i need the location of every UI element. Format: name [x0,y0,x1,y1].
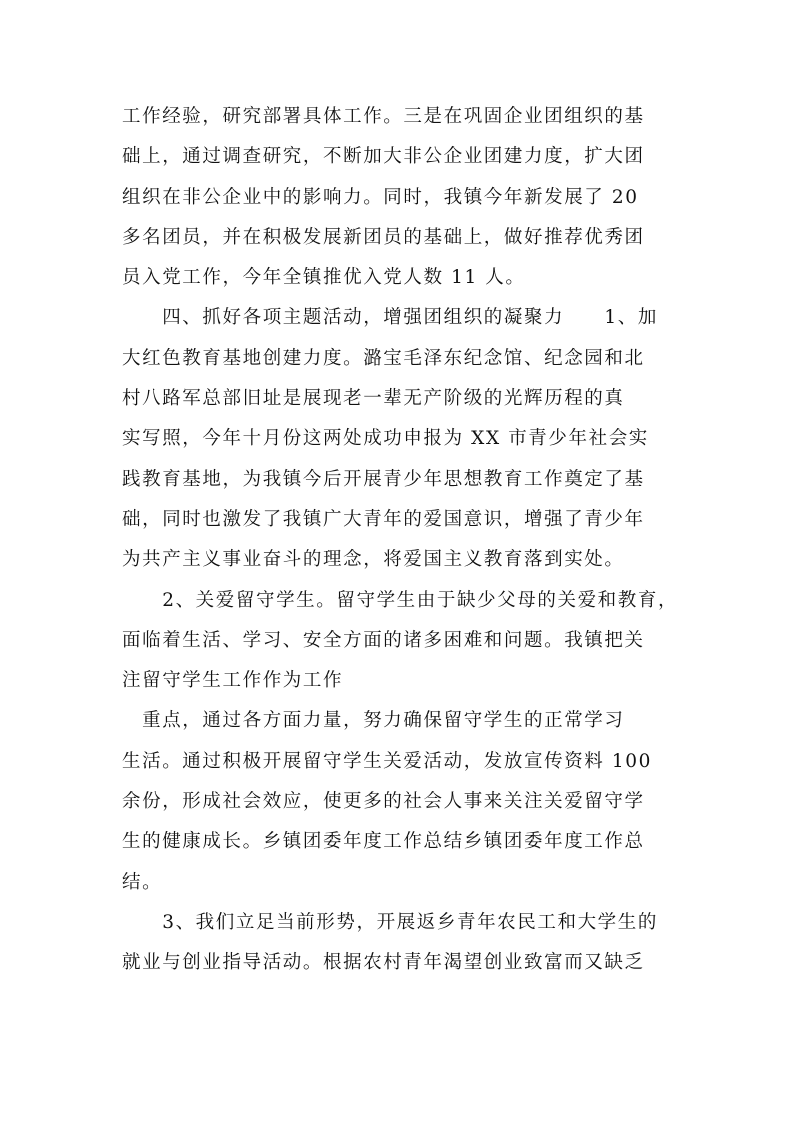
text-line: 践教育基地，为我镇今后开展青少年思想教育工作奠定了基 [122,468,645,490]
text-line: 组织在非公企业中的影响力。同时，我镇今年新发展了 20 [122,186,639,208]
text-line: 为共产主义事业奋斗的理念，将爱国主义教育落到实处。 [122,549,625,571]
text-line: 多名团员，并在积极发展新团员的基础上，做好推荐优秀团 [122,226,645,248]
text-line: 村八路军总部旧址是展现老一辈无产阶级的光辉历程的真 [122,388,625,410]
body-text [122,97,678,984]
text-line: 结。 [122,871,163,893]
text-line: 2、关爱留守学生。留守学生由于缺少父母的关爱和教育， [122,589,678,611]
text-line: 础上，通过调查研究，不断加大非公企业团建力度，扩大团 [122,146,645,168]
text-line: 重点，通过各方面力量，努力确保留守学生的正常学习 [122,710,625,732]
text-line: 3、我们立足当前形势，开展返乡青年农民工和大学生的 [122,911,658,933]
text-line: 生的健康成长。乡镇团委年度工作总结乡镇团委年度工作总 [122,831,645,853]
text-line: 实写照，今年十月份这两处成功申报为 XX 市青少年社会实 [122,428,649,450]
text-line: 员入党工作，今年全镇推优入党人数 11 人。 [122,267,526,289]
section-heading-line: 四、抓好各项主题活动，增强团组织的凝聚力 1、加 [122,307,658,329]
text-line: 就业与创业指导活动。根据农村青年渴望创业致富而又缺乏 [122,952,645,974]
text-line: 面临着生活、学习、安全方面的诸多困难和问题。我镇把关 [122,629,645,651]
text-line: 础，同时也激发了我镇广大青年的爱国意识，增强了青少年 [122,508,645,530]
text-line: 工作经验，研究部署具体工作。三是在巩固企业团组织的基 [122,106,645,127]
text-line: 生活。通过积极开展留守学生关爱活动，发放宣传资料 100 [122,750,652,772]
text-line: 余份，形成社会效应，使更多的社会人事来关注关爱留守学 [122,791,645,813]
text-line: 大红色教育基地创建力度。潞宝毛泽东纪念馆、纪念园和北 [122,347,645,369]
text-line: 注留守学生工作作为工作 [122,670,344,692]
